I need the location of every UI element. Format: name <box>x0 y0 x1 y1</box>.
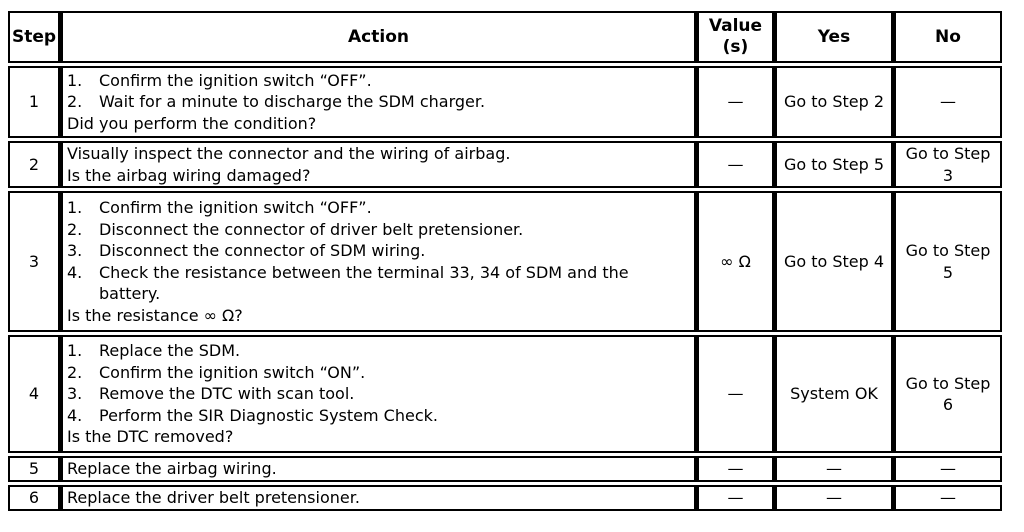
yes-cell: System OK <box>774 335 893 453</box>
yes-cell: Go to Step 5 <box>774 141 893 188</box>
action-step: 3. Remove the DTC with scan tool. <box>67 384 355 404</box>
action-cell <box>60 141 696 188</box>
value-cell: — <box>696 485 774 511</box>
table-row <box>8 485 1002 511</box>
header-action: Action <box>60 11 696 63</box>
no-cell: Go to Step 5 <box>893 191 1002 332</box>
no-cell: Go to Step 3 <box>893 141 1002 188</box>
action-cell <box>60 191 696 332</box>
action-cell <box>60 485 696 511</box>
table-row <box>8 66 1002 138</box>
action-line: Replace the airbag wiring. <box>67 459 277 479</box>
table-row <box>8 335 1002 453</box>
action-step: 2. Wait for a minute to discharge the SDM charger. <box>67 92 486 112</box>
action-step: 4. Check the resistance between the terminal 33, 34 of SDM and the battery. <box>67 262 629 303</box>
yes-cell: Go to Step 4 <box>774 191 893 332</box>
action-cell <box>60 456 696 482</box>
table-row <box>8 141 1002 188</box>
action-line: Visually inspect the connector and the wiring of airbag. <box>67 144 511 163</box>
action-steps <box>67 70 690 113</box>
value-cell: — <box>696 335 774 453</box>
value-cell: — <box>696 66 774 138</box>
action-question: Is the resistance ∞ Ω? <box>67 305 243 325</box>
step-number: 1 <box>8 66 60 138</box>
action-step: 1. Confirm the ignition switch “OFF”. <box>67 198 372 217</box>
action-cell <box>60 335 696 453</box>
action-step: 1. Replace the SDM. <box>67 341 241 361</box>
action-step: 1. Confirm the ignition switch “OFF”. <box>67 70 372 90</box>
header-step: Step <box>8 11 60 63</box>
action-cell <box>60 66 696 138</box>
no-cell: — <box>893 66 1002 138</box>
action-question: Did you perform the condition? <box>67 113 317 133</box>
yes-cell: — <box>774 485 893 511</box>
value-cell: — <box>696 456 774 482</box>
action-step: 4. Perform the SIR Diagnostic System Check. <box>67 405 438 425</box>
step-number: 2 <box>8 141 60 188</box>
no-cell: — <box>893 456 1002 482</box>
value-cell: — <box>696 141 774 188</box>
action-step: 2. Confirm the ignition switch “ON”. <box>67 362 366 382</box>
action-question: Is the airbag wiring damaged? <box>67 165 311 185</box>
header-yes: Yes <box>774 11 893 63</box>
action-steps <box>67 340 690 426</box>
action-step: 2. Disconnect the connector of driver belt pretensioner. <box>67 219 524 239</box>
yes-cell: Go to Step 2 <box>774 66 893 138</box>
action-steps <box>67 197 690 305</box>
diagnostic-table <box>8 8 1002 514</box>
step-number: 5 <box>8 456 60 482</box>
header-value: Value (s) <box>696 11 774 63</box>
action-line: Replace the driver belt pretensioner. <box>67 488 360 508</box>
step-number: 3 <box>8 191 60 332</box>
value-cell: ∞ Ω <box>696 191 774 332</box>
step-number: 4 <box>8 335 60 453</box>
table-row <box>8 191 1002 332</box>
header-no: No <box>893 11 1002 63</box>
action-question: Is the DTC removed? <box>67 427 234 447</box>
action-step: 3. Disconnect the connector of SDM wiring. <box>67 241 426 260</box>
no-cell: Go to Step 6 <box>893 335 1002 453</box>
header-row <box>8 11 1002 63</box>
no-cell: — <box>893 485 1002 511</box>
step-number: 6 <box>8 485 60 511</box>
yes-cell: — <box>774 456 893 482</box>
table-row <box>8 456 1002 482</box>
